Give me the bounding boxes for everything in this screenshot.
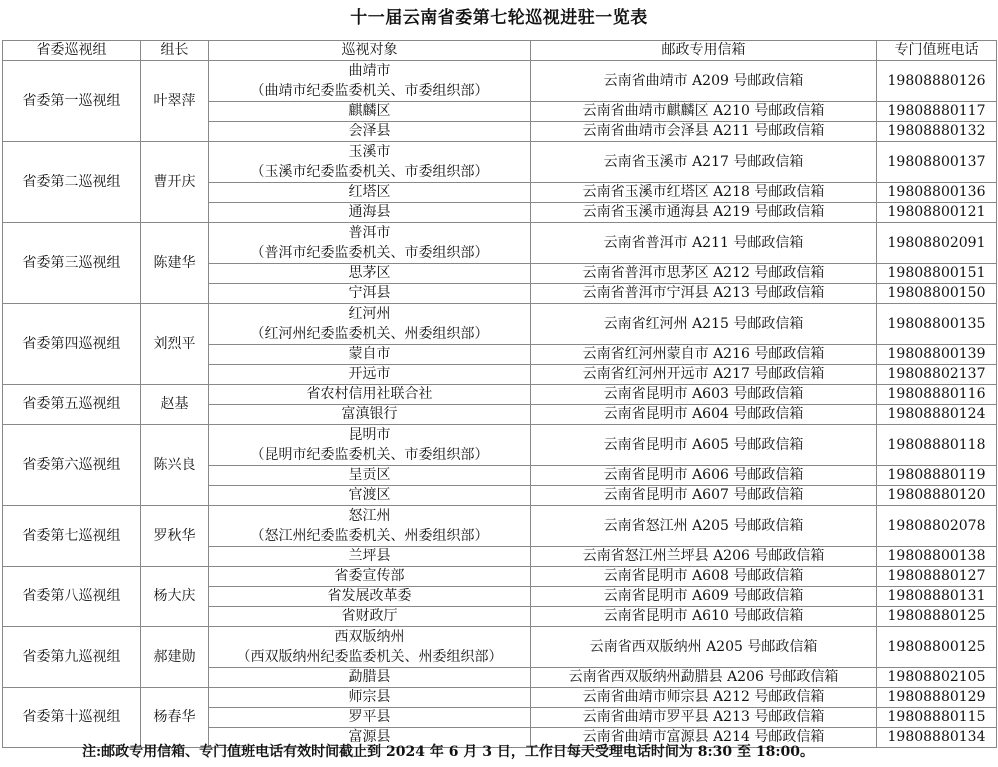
phone-cell: 19808880132	[877, 122, 997, 142]
target-subunits: （怒江州纪委监委机关、州委组织部）	[250, 528, 489, 544]
target-subunits: （昆明市纪委监委机关、市委组织部）	[250, 447, 489, 463]
target-cell	[209, 385, 531, 405]
target-name: 怒江州	[348, 508, 391, 524]
target-cell	[209, 466, 531, 486]
target-cell	[209, 122, 531, 142]
target-cell	[209, 102, 531, 122]
mailbox-cell: 云南省昆明市 A607 号邮政信箱	[531, 486, 877, 506]
target-name: 曲靖市	[348, 63, 391, 79]
target-cell	[209, 425, 531, 466]
mailbox-cell: 云南省红河州开远市 A217 号邮政信箱	[531, 365, 877, 385]
target-cell	[209, 547, 531, 567]
table-row	[3, 385, 997, 405]
target-cell	[209, 183, 531, 203]
mailbox-cell: 云南省曲靖市罗平县 A213 号邮政信箱	[531, 708, 877, 728]
footnote: 注:邮政专用信箱、专门值班电话有效时间截止到 2024 年 6 月 3 日，工作日每天受理电话时间为 8:30 至 18:00。	[82, 744, 815, 760]
header-phone: 专门值班电话	[877, 41, 997, 61]
phone-cell: 19808802091	[877, 223, 997, 264]
group-leader-cell: 杨春华	[141, 688, 209, 748]
mailbox-cell: 云南省西双版纳州 A205 号邮政信箱	[531, 627, 877, 668]
table-row	[3, 223, 997, 264]
header-leader: 组长	[141, 41, 209, 61]
header-target: 巡视对象	[209, 41, 531, 61]
target-cell	[209, 405, 531, 425]
mailbox-cell: 云南省昆明市 A610 号邮政信箱	[531, 607, 877, 627]
group-leader-cell: 郝建勋	[141, 627, 209, 688]
target-name: 省委宣传部	[334, 568, 405, 584]
target-cell	[209, 284, 531, 304]
target-cell	[209, 345, 531, 365]
group-name-cell: 省委第二巡视组	[3, 142, 141, 223]
phone-cell: 19808880116	[877, 385, 997, 405]
group-name-cell: 省委第三巡视组	[3, 223, 141, 304]
mailbox-cell: 云南省普洱市宁洱县 A213 号邮政信箱	[531, 284, 877, 304]
phone-cell: 19808880134	[877, 728, 997, 748]
table-row	[3, 61, 997, 102]
group-name-cell: 省委第九巡视组	[3, 627, 141, 688]
phone-cell: 19808880124	[877, 405, 997, 425]
table-row	[3, 627, 997, 668]
target-name: 西双版纳州	[334, 629, 405, 645]
phone-cell: 19808800138	[877, 547, 997, 567]
phone-cell: 19808800136	[877, 183, 997, 203]
phone-cell: 19808800137	[877, 142, 997, 183]
mailbox-cell: 云南省玉溪市通海县 A219 号邮政信箱	[531, 203, 877, 223]
target-cell	[209, 607, 531, 627]
phone-cell: 19808880119	[877, 466, 997, 486]
target-name: 罗平县	[348, 709, 391, 725]
header-group: 省委巡视组	[3, 41, 141, 61]
target-cell	[209, 264, 531, 284]
target-name: 昆明市	[348, 427, 391, 443]
mailbox-cell: 云南省昆明市 A608 号邮政信箱	[531, 567, 877, 587]
target-name: 省财政厅	[341, 608, 398, 624]
target-cell	[209, 587, 531, 607]
group-leader-cell: 陈兴良	[141, 425, 209, 506]
mailbox-cell: 云南省曲靖市会泽县 A211 号邮政信箱	[531, 122, 877, 142]
mailbox-cell: 云南省普洱市思茅区 A212 号邮政信箱	[531, 264, 877, 284]
target-name: 富滇银行	[341, 406, 398, 422]
mailbox-cell: 云南省怒江州兰坪县 A206 号邮政信箱	[531, 547, 877, 567]
phone-cell: 19808880131	[877, 587, 997, 607]
mailbox-cell: 云南省曲靖市富源县 A214 号邮政信箱	[531, 728, 877, 748]
target-name: 兰坪县	[348, 548, 391, 564]
mailbox-cell: 云南省昆明市 A603 号邮政信箱	[531, 385, 877, 405]
target-name: 省发展改革委	[327, 588, 412, 604]
header-mailbox: 邮政专用信箱	[531, 41, 877, 61]
table-title: 十一届云南省委第七轮巡视进驻一览表	[350, 8, 648, 28]
phone-cell: 19808800151	[877, 264, 997, 284]
target-name: 勐腊县	[348, 669, 391, 685]
target-cell	[209, 142, 531, 183]
target-cell	[209, 203, 531, 223]
target-cell	[209, 486, 531, 506]
phone-cell: 19808802078	[877, 506, 997, 547]
mailbox-cell: 云南省昆明市 A605 号邮政信箱	[531, 425, 877, 466]
mailbox-cell: 云南省曲靖市麒麟区 A210 号邮政信箱	[531, 102, 877, 122]
phone-cell: 19808802137	[877, 365, 997, 385]
group-leader-cell: 罗秋华	[141, 506, 209, 567]
phone-cell: 19808802105	[877, 668, 997, 688]
table-row	[3, 142, 997, 183]
mailbox-cell: 云南省曲靖市师宗县 A212 号邮政信箱	[531, 688, 877, 708]
target-name: 蒙自市	[348, 346, 391, 362]
group-name-cell: 省委第八巡视组	[3, 567, 141, 627]
phone-cell: 19808800150	[877, 284, 997, 304]
target-name: 宁洱县	[348, 285, 391, 301]
target-subunits: （西双版纳州纪委监委机关、州委组织部）	[236, 649, 503, 665]
phone-cell: 19808800121	[877, 203, 997, 223]
phone-cell: 19808800125	[877, 627, 997, 668]
phone-cell: 19808880120	[877, 486, 997, 506]
target-cell	[209, 567, 531, 587]
table-row	[3, 688, 997, 708]
phone-cell: 19808800135	[877, 304, 997, 345]
target-cell	[209, 708, 531, 728]
table-body	[3, 61, 997, 748]
target-name: 红河州	[348, 306, 391, 322]
target-cell	[209, 506, 531, 547]
inspection-table	[2, 40, 997, 748]
target-name: 思茅区	[348, 265, 391, 281]
mailbox-cell: 云南省昆明市 A606 号邮政信箱	[531, 466, 877, 486]
group-leader-cell: 杨大庆	[141, 567, 209, 627]
target-subunits: （红河州纪委监委机关、州委组织部）	[250, 326, 489, 342]
target-name: 红塔区	[348, 184, 391, 200]
group-name-cell: 省委第四巡视组	[3, 304, 141, 385]
target-cell	[209, 61, 531, 102]
group-name-cell: 省委第五巡视组	[3, 385, 141, 425]
table-row	[3, 425, 997, 466]
target-name: 麒麟区	[348, 103, 391, 119]
target-name: 富源县	[348, 729, 391, 745]
mailbox-cell: 云南省西双版纳州勐腊县 A206 号邮政信箱	[531, 668, 877, 688]
target-name: 玉溪市	[348, 144, 391, 160]
target-subunits: （普洱市纪委监委机关、市委组织部）	[250, 245, 489, 261]
phone-cell: 19808800139	[877, 345, 997, 365]
mailbox-cell: 云南省玉溪市 A217 号邮政信箱	[531, 142, 877, 183]
group-leader-cell: 曹开庆	[141, 142, 209, 223]
target-name: 省农村信用社联合社	[306, 386, 433, 402]
target-name: 师宗县	[348, 689, 391, 705]
phone-cell: 19808880125	[877, 607, 997, 627]
phone-cell: 19808880126	[877, 61, 997, 102]
mailbox-cell: 云南省普洱市 A211 号邮政信箱	[531, 223, 877, 264]
target-cell	[209, 688, 531, 708]
phone-cell: 19808880115	[877, 708, 997, 728]
target-name: 呈贡区	[348, 467, 391, 483]
phone-cell: 19808880117	[877, 102, 997, 122]
phone-cell: 19808880118	[877, 425, 997, 466]
target-subunits: （玉溪市纪委监委机关、市委组织部）	[250, 164, 489, 180]
target-name: 会泽县	[348, 123, 391, 139]
target-name: 通海县	[348, 204, 391, 220]
target-name: 普洱市	[348, 225, 391, 241]
table-row	[3, 567, 997, 587]
target-cell	[209, 627, 531, 668]
target-cell	[209, 304, 531, 345]
group-leader-cell: 陈建华	[141, 223, 209, 304]
table-row	[3, 506, 997, 547]
target-name: 官渡区	[348, 487, 391, 503]
target-cell	[209, 223, 531, 264]
table-row	[3, 304, 997, 345]
mailbox-cell: 云南省昆明市 A604 号邮政信箱	[531, 405, 877, 425]
header-row	[3, 41, 997, 61]
mailbox-cell: 云南省玉溪市红塔区 A218 号邮政信箱	[531, 183, 877, 203]
target-subunits: （曲靖市纪委监委机关、市委组织部）	[250, 83, 489, 99]
mailbox-cell: 云南省红河州蒙自市 A216 号邮政信箱	[531, 345, 877, 365]
target-cell	[209, 668, 531, 688]
phone-cell: 19808880129	[877, 688, 997, 708]
mailbox-cell: 云南省昆明市 A609 号邮政信箱	[531, 587, 877, 607]
group-name-cell: 省委第一巡视组	[3, 61, 141, 142]
group-leader-cell: 赵基	[141, 385, 209, 425]
group-leader-cell: 刘烈平	[141, 304, 209, 385]
mailbox-cell: 云南省红河州 A215 号邮政信箱	[531, 304, 877, 345]
target-cell	[209, 365, 531, 385]
group-leader-cell: 叶翠萍	[141, 61, 209, 142]
mailbox-cell: 云南省怒江州 A205 号邮政信箱	[531, 506, 877, 547]
mailbox-cell: 云南省曲靖市 A209 号邮政信箱	[531, 61, 877, 102]
group-name-cell: 省委第六巡视组	[3, 425, 141, 506]
target-name: 开远市	[348, 366, 391, 382]
group-name-cell: 省委第七巡视组	[3, 506, 141, 567]
phone-cell: 19808880127	[877, 567, 997, 587]
group-name-cell: 省委第十巡视组	[3, 688, 141, 748]
